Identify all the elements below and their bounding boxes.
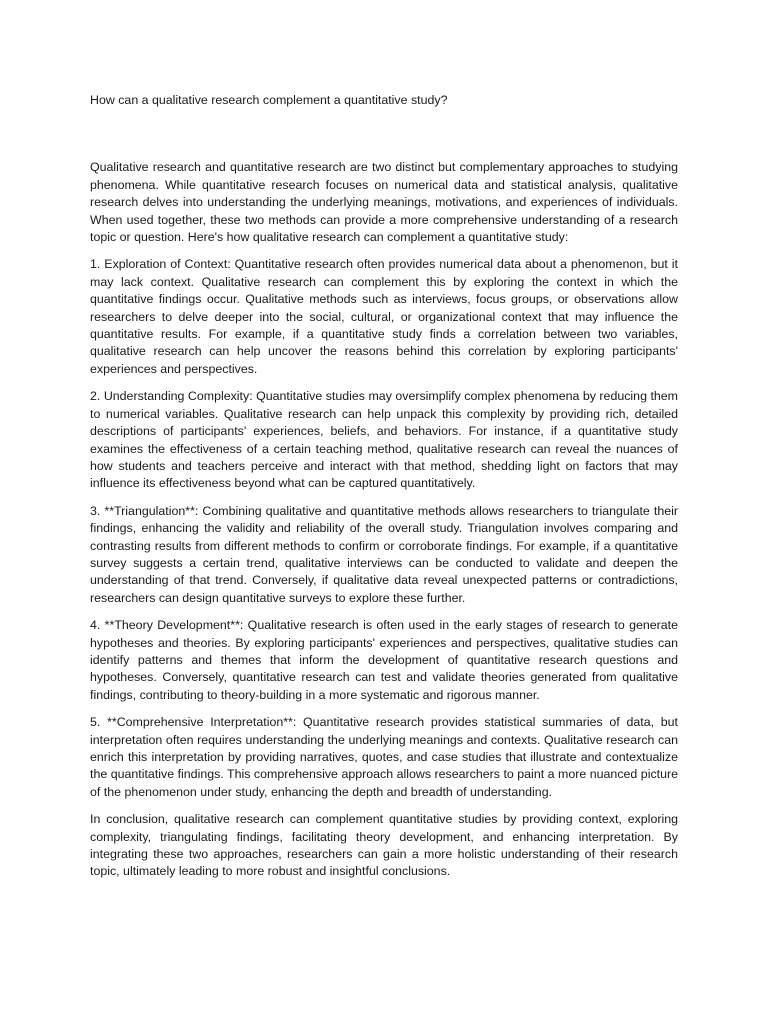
document-page <box>90 92 678 881</box>
point-triangulation: 3. **Triangulation**: Combining qualitative and quantitative methods allows researchers to triangulate their findings, enhancing the validity and reliability of the overall study. Triangulation involves comparing and contrasting results from different methods to confirm or corroborate findings. For example, if a quantitative survey suggests a certain trend, qualitative interviews can be conducted to validate and deepen the understanding of that trend. Conversely, if qualitative data reveal unexpected patterns or contradictions, researchers can design quantitative surveys to explore these further. <box>90 503 678 605</box>
point-exploration-of-context: 1. Exploration of Context: Quantitative research often provides numerical data about a phenomenon, but it may lack context. Qualitative research can complement this by exploring the context in which the quantitative findings occur. Qualitative methods such as interviews, focus groups, or observations allow researchers to delve deeper into the social, cultural, or organizational context that may influence the quantitative results. For example, if a quantitative study finds a correlation between two variables, qualitative research can help uncover the reasons behind this correlation by exploring participants' experiences and perspectives. <box>90 257 678 376</box>
point-understanding-complexity: 2. Understanding Complexity: Quantitative studies may oversimplify complex phenomena by reducing them to numerical variables. Qualitative research can help unpack this complexity by providing rich, detailed descriptions of participants' experiences, beliefs, and behaviors. For instance, if a quantitative study examines the effectiveness of a certain teaching method, qualitative research can reveal the nuances of how students and teachers perceive and interact with that method, shedding light on factors that may influence its effectiveness beyond what can be captured quantitatively. <box>90 389 678 491</box>
intro-paragraph: Qualitative research and quantitative research are two distinct but complementary approaches to studying phenomena. While quantitative research focuses on numerical data and statistical analysis, qualitative research delves into understanding the underlying meanings, motivations, and experiences of individuals. When used together, these two methods can provide a more comprehensive understanding of a research topic or question. Here's how qualitative research can complement a quantitative study: <box>90 160 678 245</box>
point-comprehensive-interpretation: 5. **Comprehensive Interpretation**: Quantitative research provides statistical summaries of data, but interpretation often requires understanding the underlying meanings and contexts. Qualitative research can enrich this interpretation by providing narratives, quotes, and case studies that illustrate and contextualize the quantitative findings. This comprehensive approach allows researchers to paint a more nuanced picture of the phenomenon under study, enhancing the depth and breadth of understanding. <box>90 715 678 799</box>
point-theory-development: 4. **Theory Development**: Qualitative research is often used in the early stages of research to generate hypotheses and theories. By exploring participants' experiences and perspectives, qualitative studies can identify patterns and themes that inform the development of quantitative research questions and hypotheses. Conversely, quantitative research can test and validate theories generated from qualitative findings, contributing to theory-building in a more systematic and rigorous manner. <box>90 618 678 702</box>
conclusion-paragraph: In conclusion, qualitative research can complement quantitative studies by providing context, exploring complexity, triangulating findings, facilitating theory development, and enhancing interpretation. By integrating these two approaches, researchers can gain a more holistic understanding of their research topic, ultimately leading to more robust and insightful conclusions. <box>90 812 678 879</box>
question-heading: How can a qualitative research complement a quantitative study? <box>90 93 448 107</box>
